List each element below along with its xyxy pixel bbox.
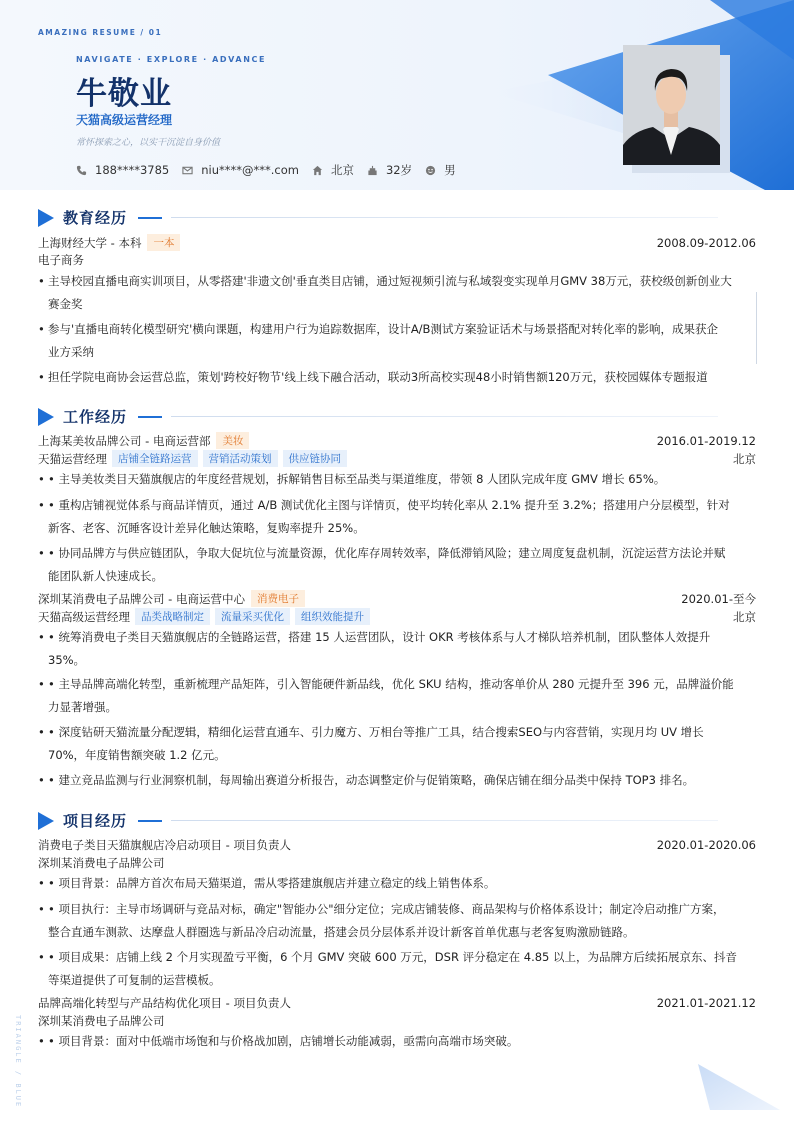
project-header-row	[38, 836, 756, 853]
job-company: 上海某美妆品牌公司 - 电商运营部	[38, 433, 211, 448]
contact-gender	[425, 162, 456, 178]
top-tag: AMAZING RESUME / 01	[38, 28, 163, 37]
contact-phone-value: 188****3785	[95, 163, 170, 177]
section-title: 教育经历	[63, 209, 128, 227]
contact-age-value: 32岁	[385, 163, 413, 177]
section-work	[38, 406, 756, 427]
list-item: • • 深度钻研天猫流量分配逻辑，精细化运营直通车、引力魔方、万相台等推广工具，结合搜索SEO与内容营销，实现月均 UV 增长 70%，年度销售额突破 1.2 亿元。	[38, 725, 704, 762]
project-company-row	[38, 854, 756, 871]
job-position-row	[38, 608, 756, 625]
job-tag: 店铺全链路运营	[112, 450, 198, 467]
section-triangle-icon	[38, 408, 54, 426]
list-item: • 担任学院电商协会运营总监，策划'跨校好物节'线上线下融合活动，联动3所高校实现48小时销售额120万元，获校园媒体专题报道	[38, 370, 708, 384]
portrait-illustration	[623, 45, 720, 165]
list-item: • • 项目成果：店铺上线 2 个月实现盈亏平衡，6 个月 GMV 突破 600 万元，DSR 评分稳定在 4.85 以上，为品牌方后续拓展京东、抖音 等渠道提供了可复制的运营模板。	[38, 950, 738, 987]
section-bar	[138, 416, 162, 418]
nav-tag: NAVIGATE · EXPLORE · ADVANCE	[76, 55, 267, 64]
job-badge: 美妆	[216, 432, 249, 449]
project-company-row	[38, 1012, 756, 1029]
list-item: • • 主导美妆类目天猫旗舰店的年度经营规划，拆解销售目标至品类与渠道维度，带领 8 人团队完成年度 GMV 增长 65%。	[38, 472, 666, 486]
job-city: 北京	[733, 451, 756, 466]
job-badge: 消费电子	[251, 590, 305, 607]
cake-icon	[367, 165, 378, 176]
job-company: 深圳某消费电子品牌公司 - 电商运营中心	[38, 591, 245, 606]
section-projects	[38, 810, 756, 831]
profile-photo	[623, 45, 720, 165]
list-item: • • 建立竞品监测与行业洞察机制，每周输出赛道分析报告，动态调整定价与促销策略，确保店铺在细分品类中保持 TOP3 排名。	[38, 773, 695, 787]
section-bar	[138, 820, 162, 822]
job-tag: 品类战略制定	[135, 608, 210, 625]
school-name: 上海财经大学 - 本科	[38, 235, 142, 250]
education-date: 2008.09-2012.06	[656, 235, 756, 250]
job-position-row	[38, 450, 756, 467]
job-tag: 组织效能提升	[295, 608, 370, 625]
job-tag: 营销活动策划	[203, 450, 278, 467]
phone-icon	[76, 165, 87, 176]
project-date: 2021.01-2021.12	[656, 995, 756, 1010]
project-company: 深圳某消费电子品牌公司	[38, 1013, 165, 1028]
list-item: • • 项目背景：面对中低端市场饱和与价格战加剧，店铺增长动能减弱，亟需向高端市场突破。	[38, 1034, 519, 1048]
contact-email-value: niu****@***.com	[201, 163, 299, 177]
section-line	[171, 416, 718, 417]
project-header-row	[38, 994, 756, 1011]
section-education	[38, 207, 756, 228]
section-triangle-icon	[38, 209, 54, 227]
section-line	[171, 820, 718, 821]
candidate-role: 天猫高级运营经理	[76, 113, 173, 127]
project-name: 品牌高端化转型与产品结构优化项目 - 项目负责人	[38, 995, 291, 1010]
list-item: • • 项目背景：品牌方首次布局天猫渠道，需从零搭建旗舰店并建立稳定的线上销售体系。	[38, 876, 496, 890]
job-position: 天猫高级运营经理	[38, 609, 130, 624]
job-header-row	[38, 432, 756, 449]
mail-icon	[182, 165, 193, 176]
section-title: 项目经历	[63, 812, 128, 830]
contact-city-value: 北京	[330, 163, 354, 177]
list-item: • • 重构店铺视觉体系与商品详情页，通过 A/B 测试优化主图与详情页，使平均转化率从 2.1% 提升至 3.2%；搭建用户分层模型，针对 新客、老客、沉睡客设计差异化触达策略，复购率提升 25%。	[38, 498, 730, 535]
education-header-row	[38, 234, 756, 251]
project-company: 深圳某消费电子品牌公司	[38, 855, 165, 870]
section-line	[171, 217, 718, 218]
contact-city	[312, 162, 354, 178]
job-date: 2016.01-2019.12	[656, 433, 756, 448]
job-tag: 流量采买优化	[215, 608, 290, 625]
contact-list	[76, 162, 469, 178]
section-triangle-icon	[38, 812, 54, 830]
contact-gender-value: 男	[444, 163, 456, 177]
major: 电子商务	[38, 252, 84, 267]
job-header-row	[38, 590, 756, 607]
section-title: 工作经历	[63, 408, 128, 426]
home-icon	[312, 165, 323, 176]
contact-email	[182, 163, 299, 177]
contact-phone	[76, 163, 169, 177]
gender-icon	[425, 165, 436, 176]
decorative-triangle-bottom	[690, 1060, 794, 1123]
contact-age	[367, 162, 412, 178]
project-date: 2020.01-2020.06	[656, 837, 756, 852]
list-item: • • 统筹消费电子类目天猫旗舰店的全链路运营，搭建 15 人运营团队，设计 OKR 考核体系与人才梯队培养机制，团队整体人效提升 35%。	[38, 630, 711, 667]
list-item: • • 项目执行：主导市场调研与竞品对标，确定"智能办公"细分定位；完成店铺装修、商品架构与价格体系设计；制定冷启动推广方案， 整合直通车测款、达摩盘人群圈选与新品冷启动流量，搭建会员分层体系并设计新客首单优惠与老客复购激励链路。	[38, 902, 725, 939]
list-item: • • 协同品牌方与供应链团队，争取大促坑位与流量资源，优化库存周转效率，降低滞销风险；建立周度复盘机制，沉淀运营方法论并赋 能团队新人快速成长。	[38, 546, 726, 583]
list-item: • • 主导品牌高端化转型，重新梳理产品矩阵，引入智能硬件新品线，优化 SKU 结构，推动客单价从 280 元提升至 396 元，品牌溢价能 力显著增强。	[38, 677, 734, 714]
candidate-motto: 常怀探索之心，以实干沉淀自身价值	[76, 138, 221, 148]
job-city: 北京	[733, 609, 756, 624]
side-vertical-text: TRIANGLE / BLUE	[14, 1015, 22, 1109]
project-name: 消费电子类目天猫旗舰店冷启动项目 - 项目负责人	[38, 837, 291, 852]
candidate-name: 牛敬业	[76, 76, 172, 112]
job-tag: 供应链协同	[283, 450, 348, 467]
job-position: 天猫运营经理	[38, 451, 107, 466]
school-badge: 一本	[147, 234, 180, 251]
section-bar	[138, 217, 162, 219]
job-date: 2020.01-至今	[681, 591, 756, 606]
divider	[756, 292, 757, 364]
education-major-row	[38, 251, 756, 268]
list-item: • 主导校园直播电商实训项目，从零搭建'非遗文创'垂直类目店铺，通过短视频引流与私域裂变实现单月GMV 38万元，获校级创新创业大 赛金奖	[38, 274, 732, 311]
list-item: • 参与'直播电商转化模型研究'横向课题，构建用户行为追踪数据库，设计A/B测试方案验证话术与场景搭配对转化率的影响，成果获企 业方采纳	[38, 322, 718, 359]
